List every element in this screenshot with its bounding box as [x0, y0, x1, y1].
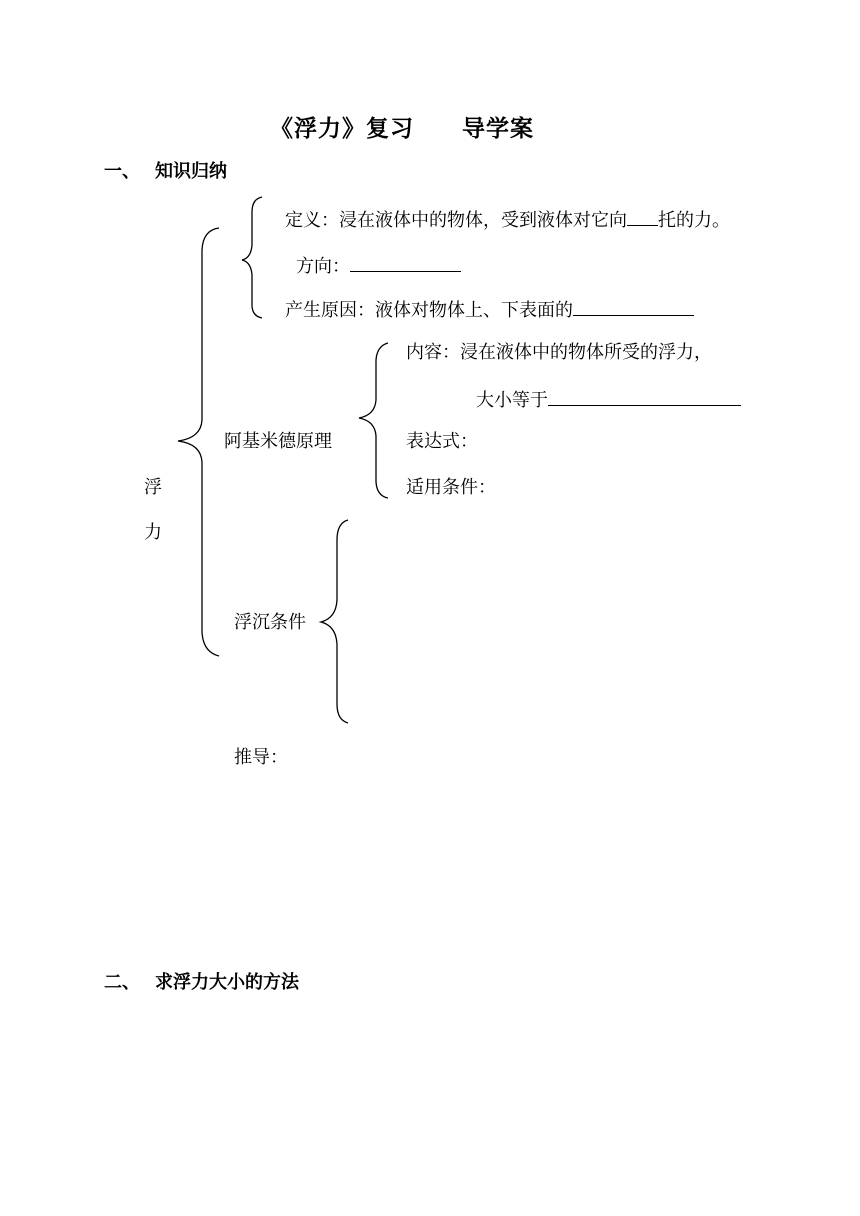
archimedes-brace — [359, 343, 388, 498]
page-title: 《浮力》复习 导学案 — [270, 115, 534, 142]
root-char-1: 浮 — [144, 477, 162, 498]
section-number: 二、 — [104, 972, 140, 993]
archimedes-content-line2 — [476, 388, 741, 410]
definition-brace — [242, 197, 262, 318]
definition-text: 定义：浸在液体中的物体，受到液体对它向 — [285, 210, 627, 231]
direction-label: 方向： — [296, 256, 350, 277]
equals-label: 大小等于 — [476, 390, 548, 411]
section-title: 求浮力大小的方法 — [155, 972, 299, 993]
formula-label: 表达式： — [406, 431, 478, 452]
derivation-label: 推导： — [234, 747, 288, 768]
cause-blank[interactable] — [573, 298, 694, 316]
definition-blank[interactable] — [627, 208, 658, 226]
archimedes-content: 内容：浸在液体中的物体所受的浮力， — [406, 342, 712, 363]
cause-label: 产生原因：液体对物体上、下表面的 — [285, 300, 573, 321]
definition-line — [285, 208, 730, 230]
cause-line — [285, 298, 694, 320]
conditions-label: 适用条件： — [406, 477, 496, 498]
sink-float-label: 浮沉条件 — [234, 612, 306, 633]
root-brace — [178, 228, 219, 656]
section-number: 一、 — [104, 161, 140, 182]
sink-float-brace — [321, 520, 348, 723]
section-title: 知识归纳 — [155, 161, 227, 182]
equals-blank[interactable] — [548, 388, 741, 406]
direction-blank[interactable] — [350, 254, 461, 272]
direction-line — [296, 254, 461, 276]
definition-text-end: 托的力。 — [658, 210, 730, 231]
root-char-2: 力 — [144, 522, 162, 543]
archimedes-label: 阿基米德原理 — [224, 431, 332, 452]
